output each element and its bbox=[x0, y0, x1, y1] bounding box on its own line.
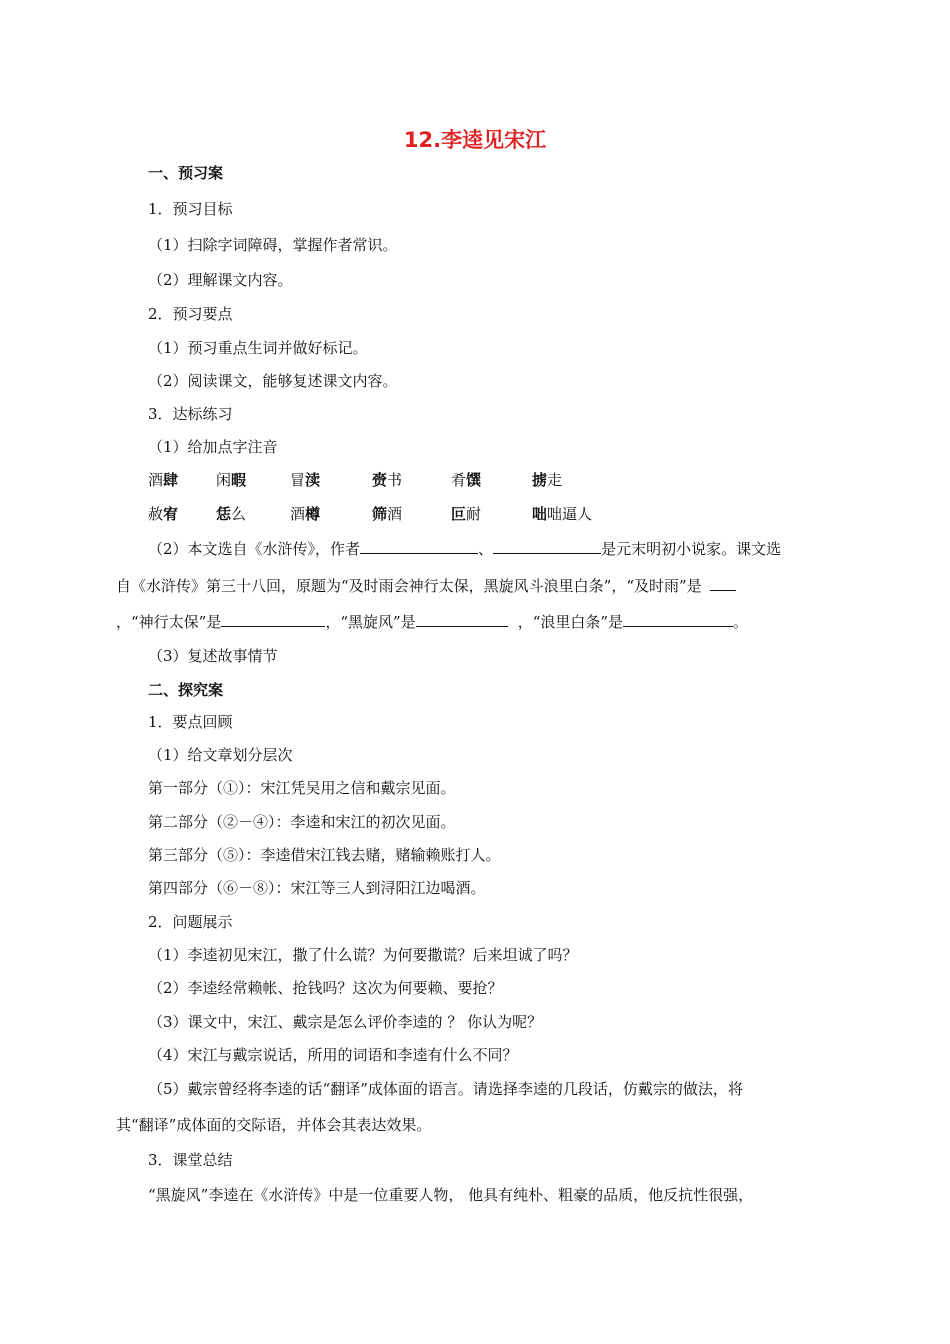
nickname-blank-2[interactable] bbox=[221, 611, 325, 627]
exercise-2-text-b: 是元末明初小说家。课文选 bbox=[601, 540, 782, 558]
vocab-plain: 咄逼人 bbox=[547, 505, 593, 523]
vocab-word bbox=[532, 470, 562, 490]
nickname-blank-4[interactable] bbox=[623, 611, 733, 627]
vocab-plain: 肴 bbox=[451, 471, 467, 489]
summary-text: “黑旋风”李逵在《水浒传》中是一位重要人物， 他具有纯朴、粗豪的品质，他反抗性很强， bbox=[148, 1186, 754, 1204]
exercise-2-text-d: ，“神行太保”是 bbox=[116, 613, 222, 631]
vocab-word bbox=[148, 504, 178, 524]
vocab-plain: 赦 bbox=[148, 505, 164, 523]
question-3: （3）课文中，宋江、戴宗是怎么评价李逵的 ？ 你认为呢？ bbox=[148, 1013, 543, 1031]
vocab-word bbox=[290, 470, 320, 490]
vocab-word bbox=[290, 504, 320, 524]
vocab-dotted-char: 咄 bbox=[532, 505, 548, 523]
vocab-plain: 冒 bbox=[290, 471, 306, 489]
vocab-dotted-char: 叵 bbox=[451, 505, 467, 523]
vocab-word bbox=[372, 504, 402, 524]
part-1: 第一部分（①）：宋江凭吴用之信和戴宗见面。 bbox=[148, 779, 456, 797]
exercise-3: （3）复述故事情节 bbox=[148, 647, 278, 665]
vocab-word bbox=[451, 504, 481, 524]
vocab-plain: 酒 bbox=[148, 471, 164, 489]
nickname-blank-3[interactable] bbox=[416, 611, 508, 627]
vocab-dotted-char: 赍 bbox=[372, 471, 388, 489]
part-3: 第三部分（⑤）：李逵借宋江钱去赌，赌输赖账打人。 bbox=[148, 846, 501, 864]
vocab-dotted-char: 馔 bbox=[466, 471, 482, 489]
item-summary: 3．课堂总结 bbox=[148, 1151, 233, 1169]
vocab-dotted-char: 暇 bbox=[231, 471, 247, 489]
vocab-plain: 走 bbox=[547, 471, 563, 489]
vocab-plain: 闲 bbox=[216, 471, 232, 489]
exercise-2-line-3 bbox=[116, 611, 748, 632]
part-2: 第二部分（②－④）：李逵和宋江的初次见面。 bbox=[148, 813, 456, 831]
item-questions: 2．问题展示 bbox=[148, 913, 233, 931]
question-2: （2）李逵经常赖帐、抢钱吗？这次为何要赖、要抢？ bbox=[148, 979, 503, 997]
part-4: 第四部分（⑥－⑧）：宋江等三人到浔阳江边喝酒。 bbox=[148, 879, 486, 897]
exercise-2-end: 。 bbox=[733, 613, 749, 631]
vocab-plain: 酒 bbox=[387, 505, 403, 523]
item-review: 1．要点回顾 bbox=[148, 713, 233, 731]
item-exercise: 3．达标练习 bbox=[148, 405, 233, 423]
exercise-2-text-a: （2）本文选自《水浒传》，作者 bbox=[148, 540, 361, 558]
vocab-word bbox=[451, 470, 481, 490]
vocab-word bbox=[148, 470, 178, 490]
exercise-2-text-e: ，“黑旋风”是 bbox=[325, 613, 416, 631]
vocab-word bbox=[216, 504, 246, 524]
question-5-line-1: （5）戴宗曾经将李逵的话“翻译”成体面的语言。请选择李逵的几段话，仿戴宗的做法，将 bbox=[148, 1080, 743, 1098]
vocab-dotted-char: 樽 bbox=[305, 505, 321, 523]
vocab-plain: 书 bbox=[387, 471, 403, 489]
point-2: （2）阅读课文，能够复述课文内容。 bbox=[148, 372, 398, 390]
vocab-plain: 酒 bbox=[290, 505, 306, 523]
vocab-plain: 么 bbox=[231, 505, 247, 523]
vocab-dotted-char: 恁 bbox=[216, 505, 232, 523]
vocab-word bbox=[216, 470, 246, 490]
nickname-blank-1[interactable] bbox=[710, 575, 736, 591]
vocab-word bbox=[532, 504, 592, 524]
exercise-2-text-c: 自《水浒传》第三十八回，原题为“及时雨会神行太保，黑旋风斗浪里白条”，“及时雨”是 bbox=[116, 577, 702, 595]
item-preview-goals: 1．预习目标 bbox=[148, 200, 233, 218]
point-1: （1）预习重点生词并做好标记。 bbox=[148, 339, 368, 357]
item-preview-points: 2．预习要点 bbox=[148, 305, 233, 323]
vocab-dotted-char: 宥 bbox=[163, 505, 179, 523]
exercise-1: （1）给加点字注音 bbox=[148, 438, 278, 456]
vocab-dotted-char: 肆 bbox=[163, 471, 179, 489]
exercise-2-text-f: ，“浪里白条”是 bbox=[517, 613, 624, 631]
vocab-dotted-char: 渎 bbox=[305, 471, 321, 489]
goal-1: （1）扫除字词障碍，掌握作者常识。 bbox=[148, 236, 398, 254]
exercise-2-line-2 bbox=[116, 575, 736, 596]
exercise-2-line-1 bbox=[148, 538, 781, 559]
goal-2: （2）理解课文内容。 bbox=[148, 271, 293, 289]
section-heading-preview: 一、预习案 bbox=[148, 164, 224, 182]
question-5-line-2: 其“翻译”成体面的交际语，并体会其表达效果。 bbox=[116, 1116, 432, 1134]
author-blank-2[interactable] bbox=[493, 538, 601, 554]
vocab-plain: 耐 bbox=[466, 505, 482, 523]
question-1: （1）李逵初见宋江，撒了什么谎？为何要撒谎？后来坦诚了吗？ bbox=[148, 946, 578, 964]
author-blank-1[interactable] bbox=[360, 538, 478, 554]
review-1: （1）给文章划分层次 bbox=[148, 746, 293, 764]
vocab-word bbox=[372, 470, 402, 490]
page-title: 12.李逵见宋江 bbox=[403, 128, 547, 152]
question-4: （4）宋江与戴宗说话，所用的词语和李逵有什么不同？ bbox=[148, 1046, 518, 1064]
exercise-2-sep: 、 bbox=[478, 540, 494, 558]
section-heading-inquiry: 二、探究案 bbox=[148, 681, 224, 699]
vocab-dotted-char: 掳 bbox=[532, 471, 548, 489]
vocab-dotted-char: 筛 bbox=[372, 505, 388, 523]
